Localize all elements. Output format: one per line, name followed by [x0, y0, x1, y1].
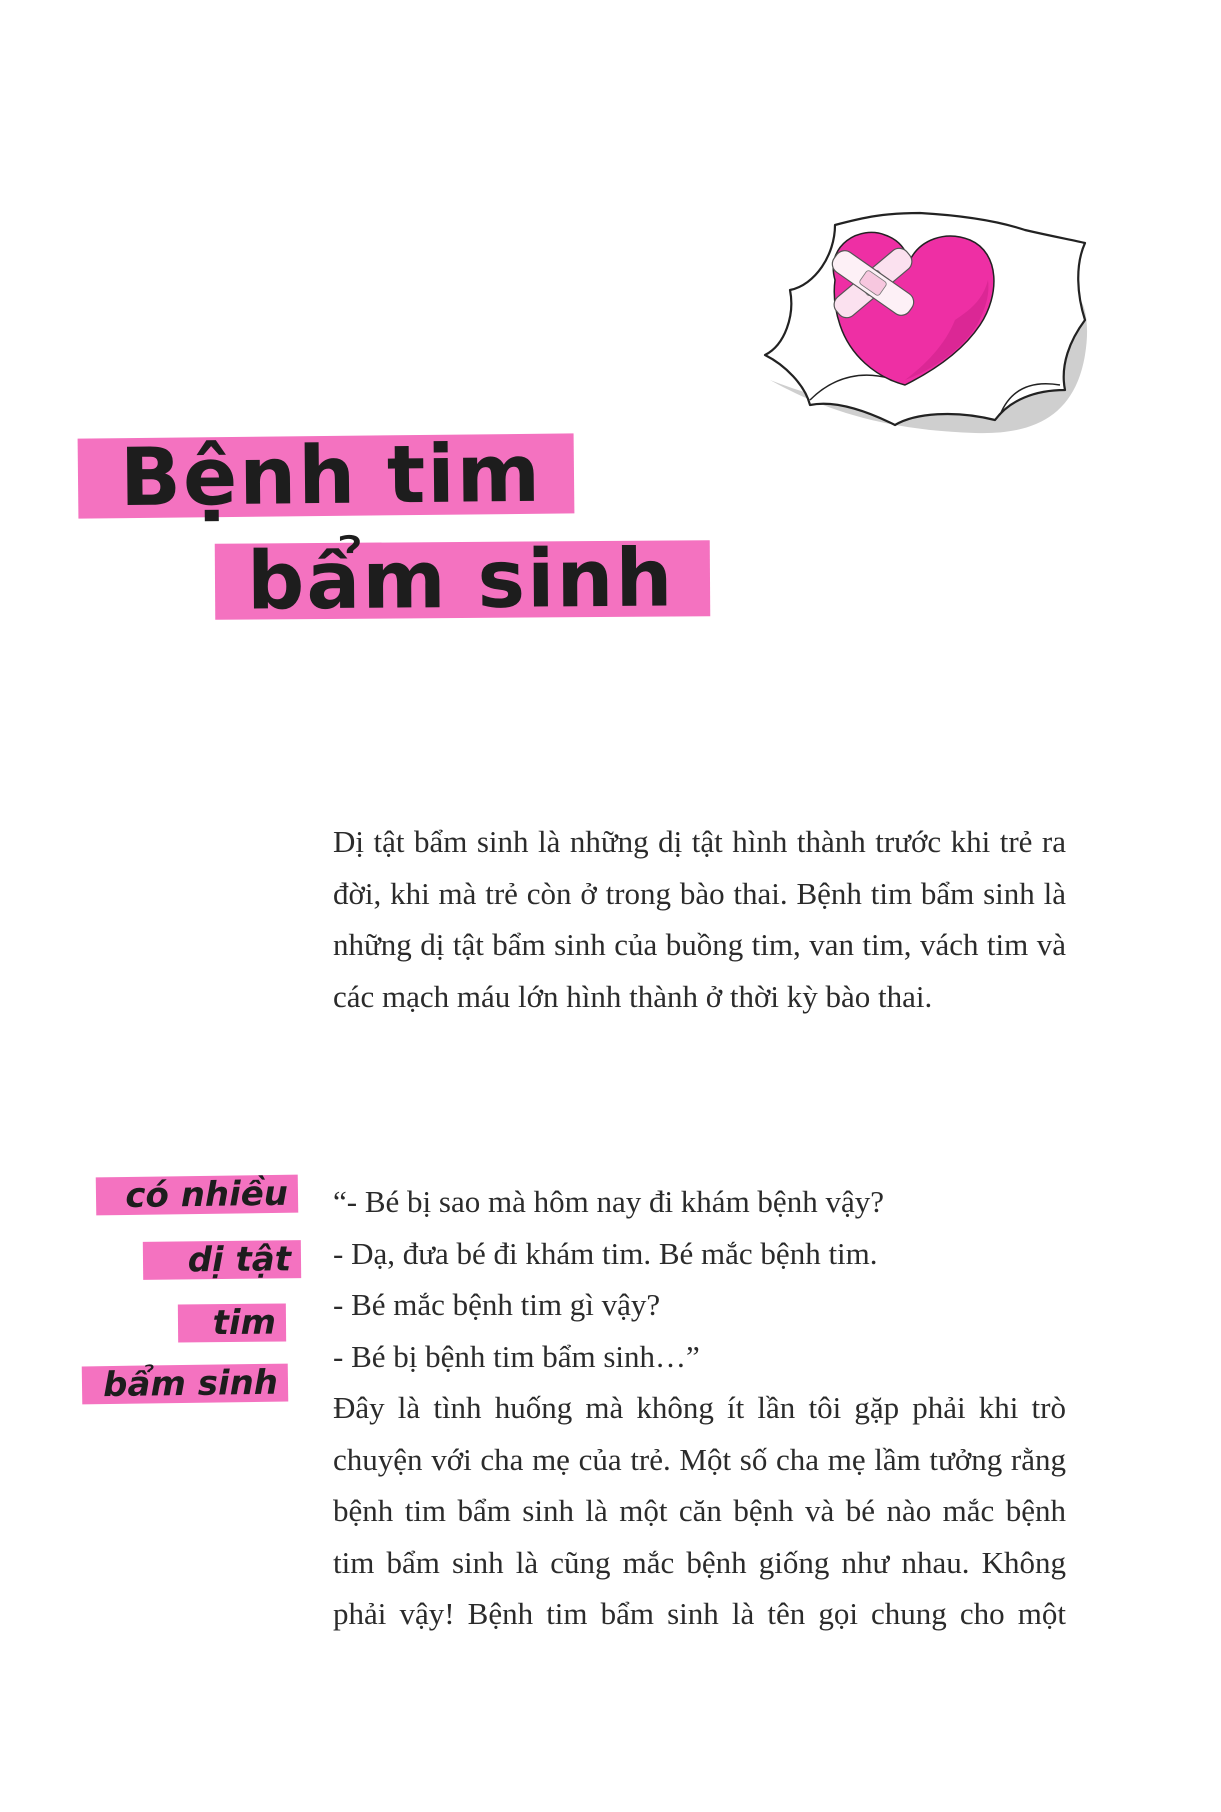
dialogue-line: - Bé mắc bệnh tim gì vậy? [333, 1287, 661, 1322]
dialogue-section [333, 1176, 1066, 1640]
body-paragraph: Đây là tình huống mà không ít lần tôi gặp phải khi trò chuyện với cha mẹ của trẻ. Một số cha mẹ lầm tưởng rằng bệnh tim bẩm sinh là một căn bệnh và bé nào mắc bệnh tim bẩm sinh là cũng mắc bệnh giống như nhau. Không phải vậy! Bệnh tim bẩm sinh là tên gọi chung cho một [333, 1390, 1066, 1631]
intro-paragraph [333, 816, 1066, 1022]
dialogue-line: “- Bé bị sao mà hôm nay đi khám bệnh vậy? [333, 1184, 884, 1219]
page-title-line-1: Bệnh tim [78, 433, 575, 518]
side-note-line-1: có nhiều [96, 1175, 299, 1216]
dialogue-line: - Dạ, đưa bé đi khám tim. Bé mắc bệnh tim. [333, 1235, 878, 1271]
intro-text: Dị tật bẩm sinh là những dị tật hình thành trước khi trẻ ra đời, khi mà trẻ còn ở trong bào thai. Bệnh tim bẩm sinh là những dị tật bẩm sinh của buồng tim, van tim, vách tim và các mạch máu lớn hình thành ở thời kỳ bào thai. [333, 824, 1066, 1014]
bandaged-heart-on-pillow-icon [755, 205, 1100, 455]
page-title-line-2: bẩm sinh [215, 540, 711, 619]
dialogue-line: - Bé bị bệnh tim bẩm sinh…” [333, 1338, 700, 1374]
side-note-line-3: tim [178, 1304, 286, 1343]
side-note-line-4: bẩm sinh [82, 1364, 289, 1405]
side-note-line-2: dị tật [143, 1240, 301, 1280]
